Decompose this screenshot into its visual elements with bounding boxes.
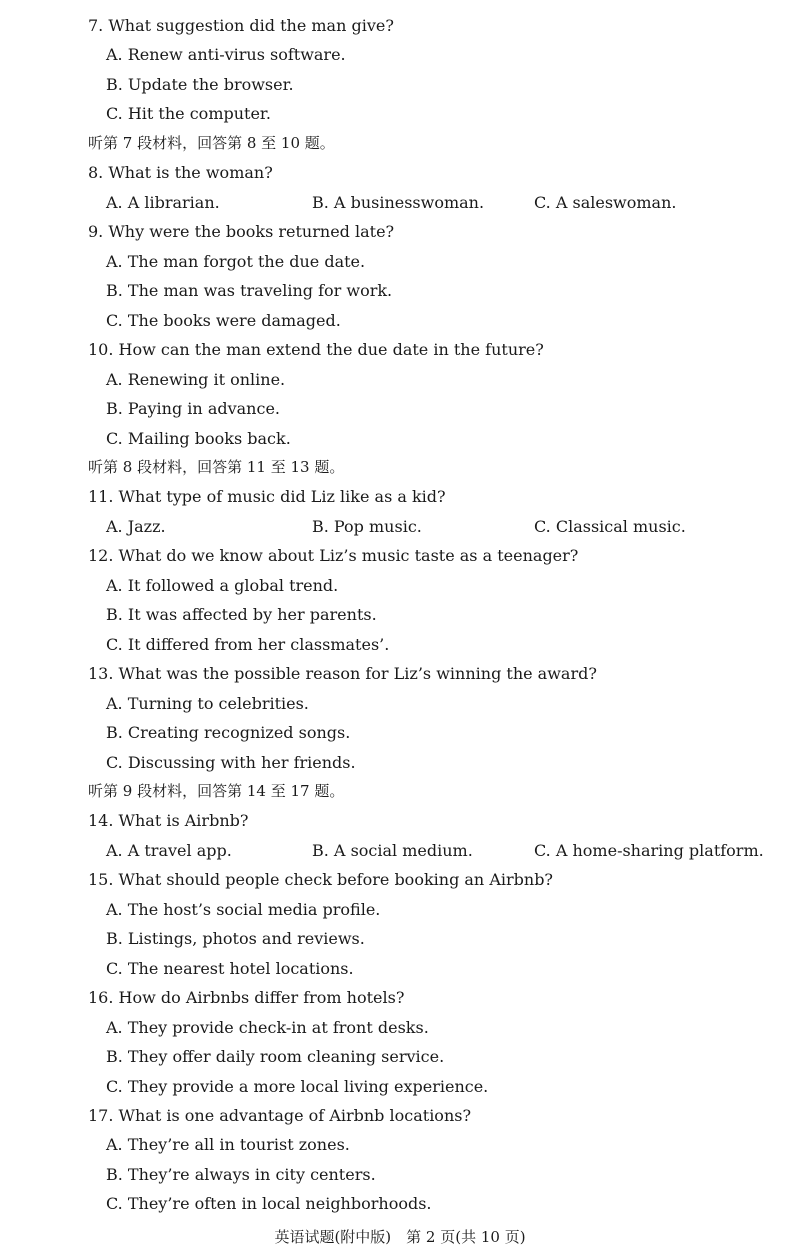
- q10-option-b: B. Paying in advance.: [106, 399, 280, 418]
- q12-option-c: C. It differed from her classmates’.: [106, 635, 390, 654]
- q10-option-a: A. Renewing it online.: [106, 370, 286, 389]
- q11-option-c: C. Classical music.: [534, 517, 686, 536]
- q8-options-row: [0, 188, 800, 218]
- q17-option-b: B. They’re always in city centers.: [106, 1165, 376, 1184]
- section-8-instruction: 听第 8 段材料，回答第 11 至 13 题。: [88, 458, 345, 476]
- q14-options-row: [0, 836, 800, 866]
- question-17: 17. What is one advantage of Airbnb locations?: [88, 1106, 472, 1125]
- q8-option-b: B. A businesswoman.: [312, 193, 485, 212]
- question-13: 13. What was the possible reason for Liz’s winning the award?: [88, 664, 597, 683]
- q13-option-a: A. Turning to celebrities.: [106, 694, 309, 713]
- question-10: 10. How can the man extend the due date in the future?: [88, 340, 544, 359]
- question-16: 16. How do Airbnbs differ from hotels?: [88, 988, 405, 1007]
- question-11: 11. What type of music did Liz like as a kid?: [88, 487, 446, 506]
- q17-option-c: C. They’re often in local neighborhoods.: [106, 1194, 432, 1213]
- q15-option-b: B. Listings, photos and reviews.: [106, 929, 365, 948]
- page-footer: 英语试题(附中版) 第 2 页(共 10 页): [274, 1228, 526, 1246]
- q10-option-c: C. Mailing books back.: [106, 429, 291, 448]
- question-8: 8. What is the woman?: [88, 163, 273, 182]
- question-15: 15. What should people check before booking an Airbnb?: [88, 870, 554, 889]
- q9-option-b: B. The man was traveling for work.: [106, 281, 393, 300]
- q7-option-c: C. Hit the computer.: [106, 104, 271, 123]
- q15-option-c: C. The nearest hotel locations.: [106, 959, 354, 978]
- q8-option-c: C. A saleswoman.: [534, 193, 677, 212]
- q15-option-a: A. The host’s social media profile.: [106, 900, 381, 919]
- q9-option-a: A. The man forgot the due date.: [106, 252, 366, 271]
- q12-option-b: B. It was affected by her parents.: [106, 605, 377, 624]
- q7-option-a: A. Renew anti-virus software.: [106, 45, 346, 64]
- question-14: 14. What is Airbnb?: [88, 811, 249, 830]
- question-9: 9. Why were the books returned late?: [88, 222, 395, 241]
- q7-option-b: B. Update the browser.: [106, 75, 294, 94]
- q14-option-c: C. A home-sharing platform.: [534, 841, 764, 860]
- question-12: 12. What do we know about Liz’s music taste as a teenager?: [88, 546, 579, 565]
- q11-option-b: B. Pop music.: [312, 517, 422, 536]
- q13-option-b: B. Creating recognized songs.: [106, 723, 351, 742]
- question-7: 7. What suggestion did the man give?: [88, 16, 394, 35]
- section-7-instruction: 听第 7 段材料，回答第 8 至 10 题。: [88, 134, 335, 152]
- q17-option-a: A. They’re all in tourist zones.: [106, 1135, 350, 1154]
- q16-option-c: C. They provide a more local living experience.: [106, 1077, 489, 1096]
- q8-option-a: A. A librarian.: [106, 193, 220, 212]
- q16-option-a: A. They provide check-in at front desks.: [106, 1018, 429, 1037]
- q16-option-b: B. They offer daily room cleaning service.: [106, 1047, 445, 1066]
- q9-option-c: C. The books were damaged.: [106, 311, 341, 330]
- q11-option-a: A. Jazz.: [106, 517, 166, 536]
- q11-options-row: [0, 512, 800, 542]
- section-9-instruction: 听第 9 段材料，回答第 14 至 17 题。: [88, 782, 345, 800]
- q13-option-c: C. Discussing with her friends.: [106, 753, 356, 772]
- q14-option-b: B. A social medium.: [312, 841, 473, 860]
- q14-option-a: A. A travel app.: [106, 841, 232, 860]
- q12-option-a: A. It followed a global trend.: [106, 576, 339, 595]
